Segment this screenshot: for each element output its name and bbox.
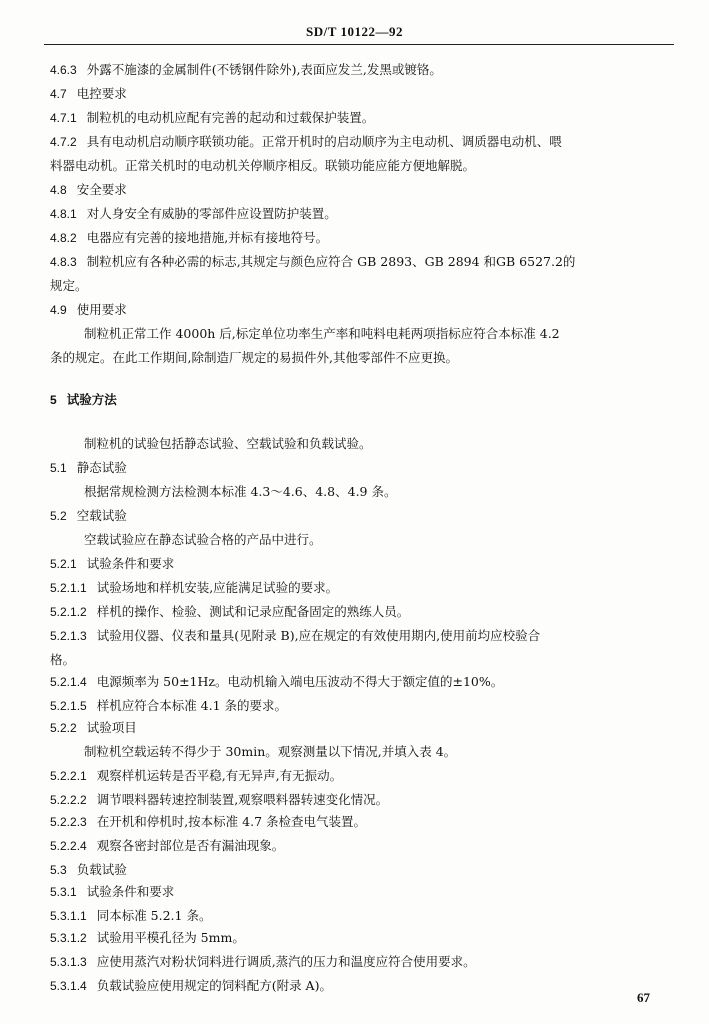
clause-number: 4.8.3 <box>50 255 77 269</box>
clause-number: 5.2.1.1 <box>50 581 87 595</box>
clause-text: 制粒机空载运转不得少于 30min。观察测量以下情况,并填入表 4。 <box>84 744 457 759</box>
clause-text: 调节喂料器转速控制装置,观察喂料器转速变化情况。 <box>96 792 389 807</box>
text-line <box>50 182 127 198</box>
clause-text: 在开机和停机时,按本标准 4.7 条检查电气装置。 <box>96 814 367 829</box>
clause-number: 5.2.1.5 <box>50 699 87 713</box>
clause-number: 4.8.1 <box>50 207 77 221</box>
clause-text: 试验条件和要求 <box>86 556 175 571</box>
clause-number: 5.2.1.2 <box>50 605 87 619</box>
clause-text: 电器应有完善的接地措施,并标有接地符号。 <box>86 230 329 245</box>
clause-number: 4.9 <box>50 303 67 317</box>
text-line <box>50 110 374 126</box>
clause-number: 5.3.1 <box>50 885 77 899</box>
clause-text: 试验条件和要求 <box>86 884 175 899</box>
clause-number: 5.2.2 <box>50 721 77 735</box>
text-line <box>50 580 338 596</box>
text-line <box>50 556 174 572</box>
text-line <box>50 652 75 668</box>
text-line <box>84 436 372 452</box>
clause-text: 安全要求 <box>76 182 127 197</box>
clause-number: 4.8 <box>50 183 67 197</box>
text-line <box>50 278 88 294</box>
text-line <box>50 768 342 784</box>
clause-number: 5.2 <box>50 509 67 523</box>
clause-number: 5.3.1.1 <box>50 909 87 923</box>
text-line <box>50 814 366 830</box>
text-line <box>84 744 456 760</box>
text-line <box>50 86 127 102</box>
text-line <box>50 392 117 408</box>
clause-text: 应使用蒸汽对粉状饲料进行调质,蒸汽的压力和温度应符合使用要求。 <box>96 954 476 969</box>
text-line <box>50 460 127 476</box>
text-line <box>50 838 284 854</box>
clause-text: 外露不施漆的金属制件(不锈钢件除外),表面应发兰,发黑或镀铬。 <box>86 62 442 77</box>
clause-text: 电控要求 <box>76 86 127 101</box>
clause-text: 料器电动机。正常关机时的电动机关停顺序相反。联锁功能应能方便地解脱。 <box>50 158 476 173</box>
clause-text: 对人身安全有威胁的零部件应设置防护装置。 <box>86 206 337 221</box>
clause-number: 5.2.2.4 <box>50 839 87 853</box>
text-line <box>84 484 396 500</box>
clause-text: 试验用平模孔径为 5mm。 <box>96 930 245 945</box>
clause-text: 制粒机应有各种必需的标志,其规定与颜色应符合 GB 2893、GB 2894 和GB 6527.2的 <box>86 254 576 269</box>
clause-text: 观察各密封部位是否有漏油现象。 <box>96 838 285 853</box>
clause-text: 具有电动机启动顺序联锁功能。正常开机时的启动顺序为主电动机、调质器电动机、喂 <box>86 134 562 149</box>
header-rule <box>44 44 674 45</box>
text-line <box>50 254 575 270</box>
clause-text: 根据常规检测方法检测本标准 4.3～4.6、4.8、4.9 条。 <box>84 484 397 499</box>
text-line <box>50 720 137 736</box>
clause-number: 4.7.1 <box>50 111 77 125</box>
clause-text: 空载试验应在静态试验合格的产品中进行。 <box>84 532 322 547</box>
text-line <box>50 954 476 970</box>
text-line <box>50 862 127 878</box>
text-line <box>50 978 332 994</box>
clause-text: 试验用仪器、仪表和量具(见附录 B),应在规定的有效使用期内,使用前均应校验合 <box>96 628 541 643</box>
text-line <box>50 206 337 222</box>
clause-text: 负载试验 <box>76 862 127 877</box>
text-line <box>50 884 174 900</box>
clause-text: 样机的操作、检验、测试和记录应配备固定的熟练人员。 <box>96 604 410 619</box>
clause-number: 5.2.2.3 <box>50 815 87 829</box>
clause-text: 条的规定。在此工作期间,除制造厂规定的易损件外,其他零部件不应更换。 <box>50 350 458 365</box>
clause-number: 5 <box>50 393 57 407</box>
text-line <box>84 532 322 548</box>
clause-number: 5.3.1.4 <box>50 979 87 993</box>
clause-text: 观察样机运转是否平稳,有无异声,有无振动。 <box>96 768 343 783</box>
text-line <box>50 230 328 246</box>
text-line <box>50 930 245 946</box>
clause-text: 规定。 <box>50 278 88 293</box>
clause-number: 5.3.1.2 <box>50 931 87 945</box>
clause-number: 5.1 <box>50 461 67 475</box>
text-line <box>50 62 442 78</box>
clause-number: 5.2.2.2 <box>50 793 87 807</box>
clause-number: 5.3.1.3 <box>50 955 87 969</box>
clause-text: 试验场地和样机安装,应能满足试验的要求。 <box>96 580 339 595</box>
text-line <box>50 350 458 366</box>
text-line <box>50 302 127 318</box>
text-line <box>50 158 475 174</box>
text-line <box>50 604 409 620</box>
clause-number: 5.2.1 <box>50 557 77 571</box>
clause-text: 制粒机的电动机应配有完善的起动和过载保护装置。 <box>86 110 375 125</box>
clause-number: 4.7 <box>50 87 67 101</box>
text-line <box>50 674 503 690</box>
text-line <box>50 508 127 524</box>
clause-number: 5.2.1.3 <box>50 629 87 643</box>
clause-number: 4.7.2 <box>50 135 77 149</box>
page-number: 67 <box>637 990 650 1005</box>
text-line <box>84 326 560 342</box>
clause-text: 试验项目 <box>86 720 137 735</box>
clause-text: 样机应符合本标准 4.1 条的要求。 <box>96 698 288 713</box>
clause-text: 制粒机的试验包括静态试验、空载试验和负载试验。 <box>84 436 372 451</box>
text-line <box>50 134 562 150</box>
text-line <box>50 908 211 924</box>
text-line <box>50 792 388 808</box>
clause-text: 空载试验 <box>76 508 127 523</box>
clause-text: 使用要求 <box>76 302 127 317</box>
clause-number: 5.3 <box>50 863 67 877</box>
clause-number: 5.2.2.1 <box>50 769 87 783</box>
text-line <box>50 698 287 714</box>
clause-number: 4.6.3 <box>50 63 77 77</box>
clause-text: 制粒机正常工作 4000h 后,标定单位功率生产率和吨料电耗两项指标应符合本标准 4.2 <box>84 326 560 341</box>
clause-text: 格。 <box>50 652 76 667</box>
clause-text: 同本标准 5.2.1 条。 <box>96 908 212 923</box>
clause-text: 电源频率为 50±1Hz。电动机输入端电压波动不得大于额定值的±10%。 <box>96 674 504 689</box>
clause-text: 试验方法 <box>66 392 117 407</box>
text-line <box>50 628 540 644</box>
clause-text: 静态试验 <box>76 460 127 475</box>
clause-number: 4.8.2 <box>50 231 77 245</box>
clause-text: 负载试验应使用规定的饲料配方(附录 A)。 <box>96 978 332 993</box>
page-header: SD/T 10122—92 <box>306 24 403 39</box>
clause-number: 5.2.1.4 <box>50 675 87 689</box>
